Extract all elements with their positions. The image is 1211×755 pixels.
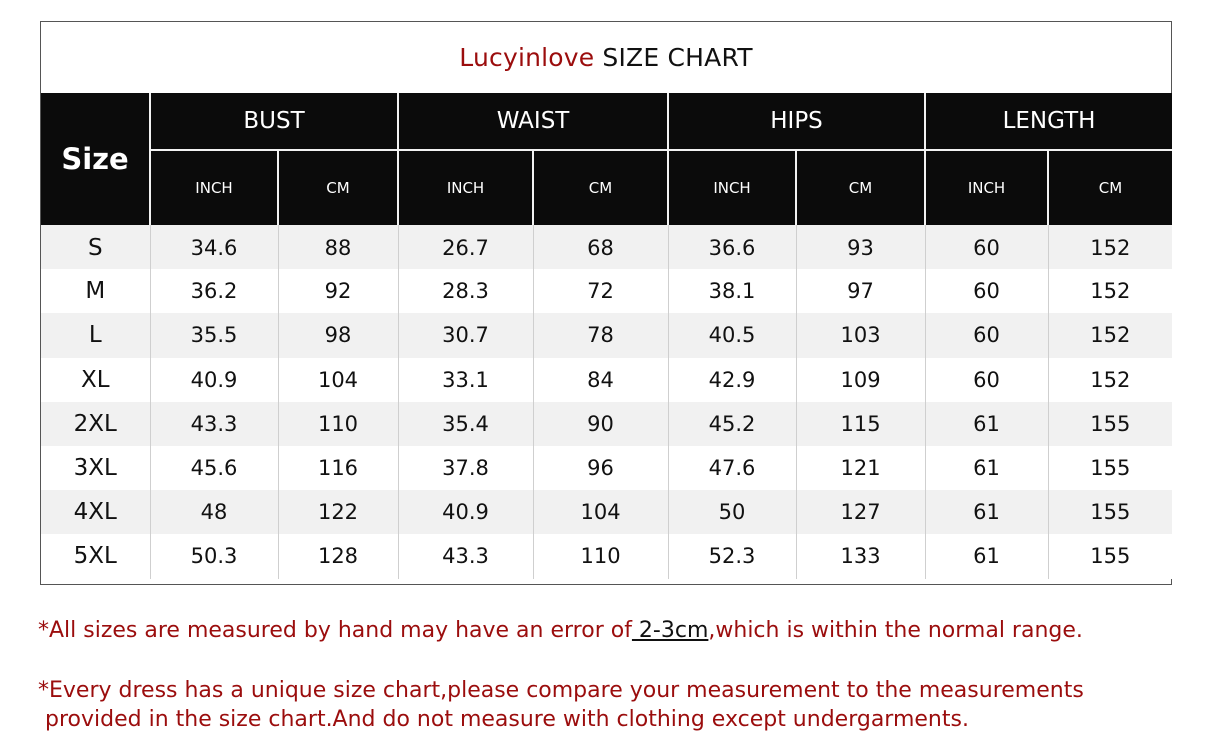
measurement-cell: 43.3 [398, 534, 533, 578]
size-table [41, 93, 1172, 579]
measurement-cell: 122 [278, 490, 398, 534]
note-measurement [38, 676, 1084, 734]
size-label-cell: 4XL [41, 490, 150, 534]
size-label-cell: 2XL [41, 402, 150, 446]
measurement-cell: 97 [796, 269, 925, 313]
measurement-cell: 88 [278, 225, 398, 269]
table-body [41, 225, 1172, 579]
measurement-cell: 115 [796, 402, 925, 446]
table-row [41, 446, 1172, 490]
measurement-cell: 84 [533, 358, 668, 402]
group-header-hips: HIPS [668, 93, 925, 150]
measurement-cell: 26.7 [398, 225, 533, 269]
measurement-cell: 109 [796, 358, 925, 402]
unit-header: CM [533, 150, 668, 225]
note2-line2: provided in the size chart.And do not measure with clothing except undergarments. [45, 707, 969, 732]
measurement-cell: 68 [533, 225, 668, 269]
note-error-margin [38, 616, 1083, 645]
size-label-cell: 3XL [41, 446, 150, 490]
size-label-cell: S [41, 225, 150, 269]
measurement-cell: 35.5 [150, 313, 278, 357]
brand-name: Lucyinlove [459, 43, 595, 72]
unit-header: INCH [150, 150, 278, 225]
measurement-cell: 61 [925, 402, 1048, 446]
measurement-cell: 60 [925, 358, 1048, 402]
measurement-cell: 103 [796, 313, 925, 357]
measurement-cell: 92 [278, 269, 398, 313]
size-label-cell: XL [41, 358, 150, 402]
unit-header: INCH [925, 150, 1048, 225]
measurement-cell: 155 [1048, 534, 1172, 578]
measurement-cell: 40.5 [668, 313, 796, 357]
measurement-cell: 50.3 [150, 534, 278, 578]
measurement-cell: 43.3 [150, 402, 278, 446]
chart-title [41, 22, 1171, 93]
measurement-cell: 47.6 [668, 446, 796, 490]
measurement-cell: 30.7 [398, 313, 533, 357]
measurement-cell: 104 [278, 358, 398, 402]
measurement-cell: 45.6 [150, 446, 278, 490]
measurement-cell: 121 [796, 446, 925, 490]
note1-highlight: 2-3cm [631, 618, 709, 643]
note1-prefix: *All sizes are measured by hand may have an error of [38, 618, 632, 643]
measurement-cell: 61 [925, 534, 1048, 578]
measurement-cell: 152 [1048, 269, 1172, 313]
group-header-row [41, 93, 1172, 150]
measurement-cell: 127 [796, 490, 925, 534]
size-column-header: Size [41, 93, 150, 225]
measurement-cell: 78 [533, 313, 668, 357]
measurement-cell: 36.6 [668, 225, 796, 269]
unit-header: CM [1048, 150, 1172, 225]
measurement-cell: 34.6 [150, 225, 278, 269]
unit-header: INCH [668, 150, 796, 225]
measurement-cell: 72 [533, 269, 668, 313]
measurement-cell: 96 [533, 446, 668, 490]
measurement-cell: 104 [533, 490, 668, 534]
unit-header-row [41, 150, 1172, 225]
measurement-cell: 60 [925, 225, 1048, 269]
group-header-length: LENGTH [925, 93, 1172, 150]
size-label-cell: M [41, 269, 150, 313]
measurement-cell: 35.4 [398, 402, 533, 446]
measurement-cell: 152 [1048, 313, 1172, 357]
measurement-cell: 52.3 [668, 534, 796, 578]
measurement-cell: 155 [1048, 446, 1172, 490]
measurement-cell: 45.2 [668, 402, 796, 446]
measurement-cell: 48 [150, 490, 278, 534]
measurement-cell: 128 [278, 534, 398, 578]
unit-header: CM [278, 150, 398, 225]
measurement-cell: 90 [533, 402, 668, 446]
note1-suffix: ,which is within the normal range. [708, 618, 1083, 643]
unit-header: CM [796, 150, 925, 225]
table-row [41, 534, 1172, 578]
title-text: SIZE CHART [602, 43, 753, 72]
measurement-cell: 152 [1048, 358, 1172, 402]
measurement-cell: 33.1 [398, 358, 533, 402]
measurement-cell: 110 [278, 402, 398, 446]
unit-header: INCH [398, 150, 533, 225]
measurement-cell: 36.2 [150, 269, 278, 313]
table-row [41, 402, 1172, 446]
measurement-cell: 28.3 [398, 269, 533, 313]
size-label-cell: 5XL [41, 534, 150, 578]
measurement-cell: 110 [533, 534, 668, 578]
measurement-cell: 155 [1048, 490, 1172, 534]
measurement-cell: 50 [668, 490, 796, 534]
table-row [41, 358, 1172, 402]
table-row [41, 225, 1172, 269]
table-row [41, 269, 1172, 313]
measurement-cell: 38.1 [668, 269, 796, 313]
measurement-cell: 116 [278, 446, 398, 490]
size-label-cell: L [41, 313, 150, 357]
measurement-cell: 60 [925, 269, 1048, 313]
measurement-cell: 93 [796, 225, 925, 269]
measurement-cell: 98 [278, 313, 398, 357]
measurement-cell: 61 [925, 490, 1048, 534]
size-chart [40, 21, 1172, 585]
group-header-bust: BUST [150, 93, 398, 150]
measurement-cell: 60 [925, 313, 1048, 357]
measurement-cell: 40.9 [398, 490, 533, 534]
measurement-cell: 61 [925, 446, 1048, 490]
measurement-cell: 42.9 [668, 358, 796, 402]
table-row [41, 490, 1172, 534]
table-row [41, 313, 1172, 357]
measurement-cell: 133 [796, 534, 925, 578]
measurement-cell: 37.8 [398, 446, 533, 490]
measurement-cell: 152 [1048, 225, 1172, 269]
measurement-cell: 155 [1048, 402, 1172, 446]
note2-line1: *Every dress has a unique size chart,please compare your measurement to the measurements [38, 678, 1084, 703]
group-header-waist: WAIST [398, 93, 668, 150]
measurement-cell: 40.9 [150, 358, 278, 402]
